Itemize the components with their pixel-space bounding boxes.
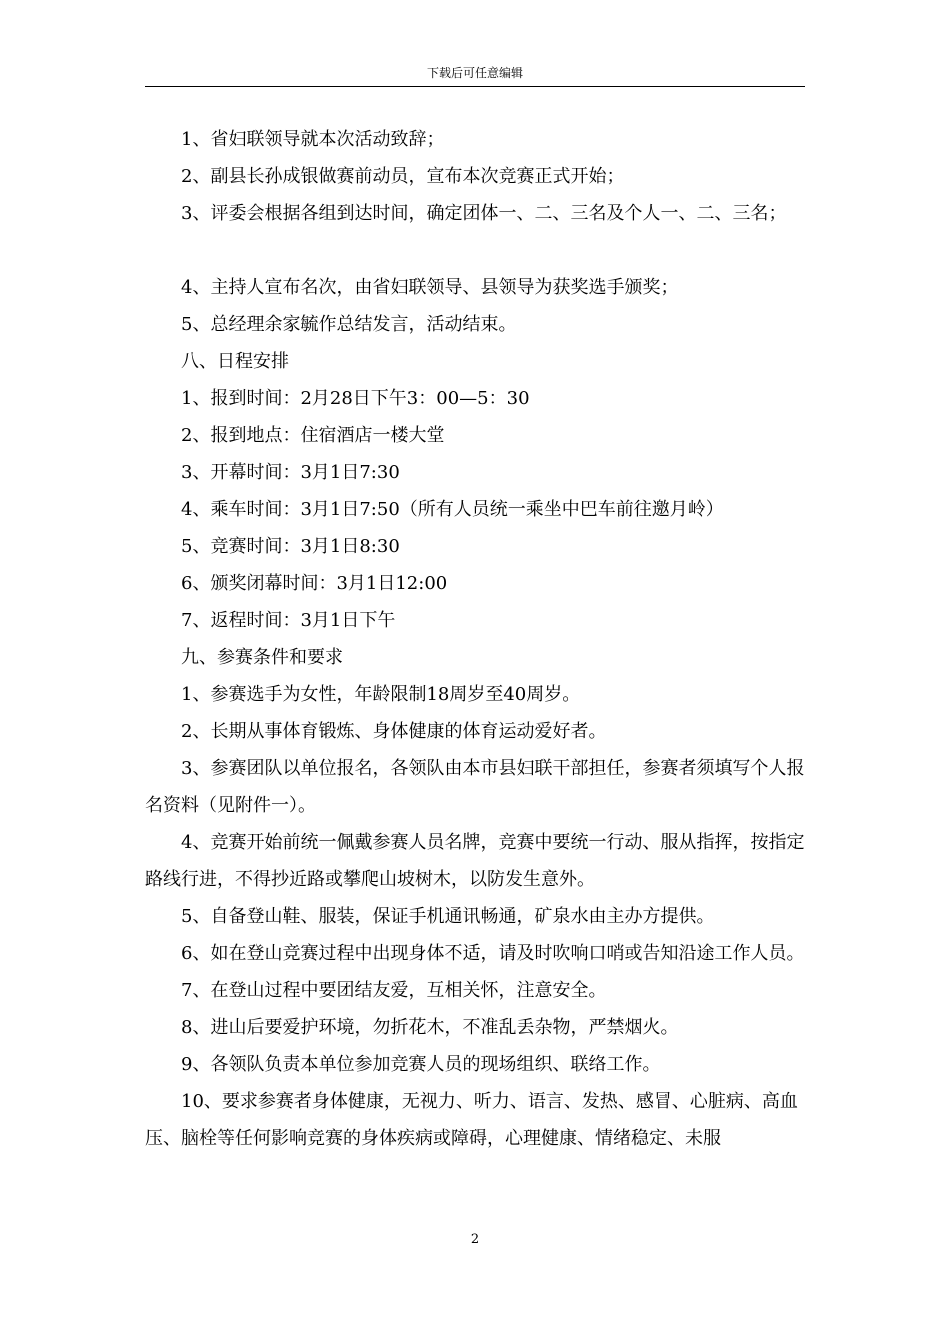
item-line: 1、省妇联领导就本次活动致辞； xyxy=(181,129,445,150)
section-heading: 九、参赛条件和要求 xyxy=(181,647,343,668)
item-line: 4、乘车时间：3月1日7:50（所有人员统一乘坐中巴车前往邀月岭） xyxy=(181,499,724,520)
item-line: 5、竞赛时间：3月1日8:30 xyxy=(181,536,400,557)
header-divider xyxy=(145,86,805,87)
page-number: 2 xyxy=(470,1232,480,1247)
item-line: 1、报到时间：2月28日下午3：00—5：30 xyxy=(181,388,530,409)
item-line: 9、各领队负责本单位参加竞赛人员的现场组织、联络工作。 xyxy=(181,1054,661,1075)
item-line: 4、主持人宣布名次，由省妇联领导、县领导为获奖选手颁奖； xyxy=(181,277,679,298)
item-line: 3、评委会根据各组到达时间，确定团体一、二、三名及个人一、二、三名； xyxy=(181,203,787,224)
item-line: 8、进山后要爱护环境，勿折花木，不准乱丢杂物，严禁烟火。 xyxy=(181,1017,679,1038)
item-line: 5、自备登山鞋、服装，保证手机通讯畅通，矿泉水由主办方提供。 xyxy=(181,906,715,927)
item-line: 2、报到地点：住宿酒店一楼大堂 xyxy=(181,425,445,446)
item-line: 7、在登山过程中要团结友爱，互相关怀，注意安全。 xyxy=(181,980,607,1001)
item-line: 2、长期从事体育锻炼、身体健康的体育运动爱好者。 xyxy=(181,721,607,742)
document-body xyxy=(145,121,805,1157)
blank-line xyxy=(145,232,805,269)
page-header: 下载后可任意编辑 xyxy=(426,66,523,80)
item-line: 7、返程时间：3月1日下午 xyxy=(181,610,396,631)
item-line: 5、总经理余家毓作总结发言，活动结束。 xyxy=(181,314,517,335)
item-line: 3、开幕时间：3月1日7:30 xyxy=(181,462,400,483)
item-line: 6、颁奖闭幕时间：3月1日12:00 xyxy=(181,573,448,594)
section-heading: 八、日程安排 xyxy=(181,351,289,372)
item-paragraph: 3、参赛团队以单位报名，各领队由本市县妇联干部担任，参赛者须填写个人报名资料（见附件一）。 xyxy=(145,758,805,816)
item-line: 2、副县长孙成银做赛前动员，宣布本次竞赛正式开始； xyxy=(181,166,625,187)
item-paragraph: 6、如在登山竞赛过程中出现身体不适，请及时吹响口哨或告知沿途工作人员。 xyxy=(181,943,805,964)
item-paragraph: 4、竞赛开始前统一佩戴参赛人员名牌，竞赛中要统一行动、服从指挥，按指定路线行进，不得抄近路或攀爬山坡树木，以防发生意外。 xyxy=(145,832,805,890)
item-line: 1、参赛选手为女性，年龄限制18周岁至40周岁。 xyxy=(181,684,581,705)
item-paragraph: 10、要求参赛者身体健康，无视力、听力、语言、发热、感冒、心脏病、高血压、脑栓等任何影响竞赛的身体疾病或障碍，心理健康、情绪稳定、未服 xyxy=(145,1091,798,1149)
